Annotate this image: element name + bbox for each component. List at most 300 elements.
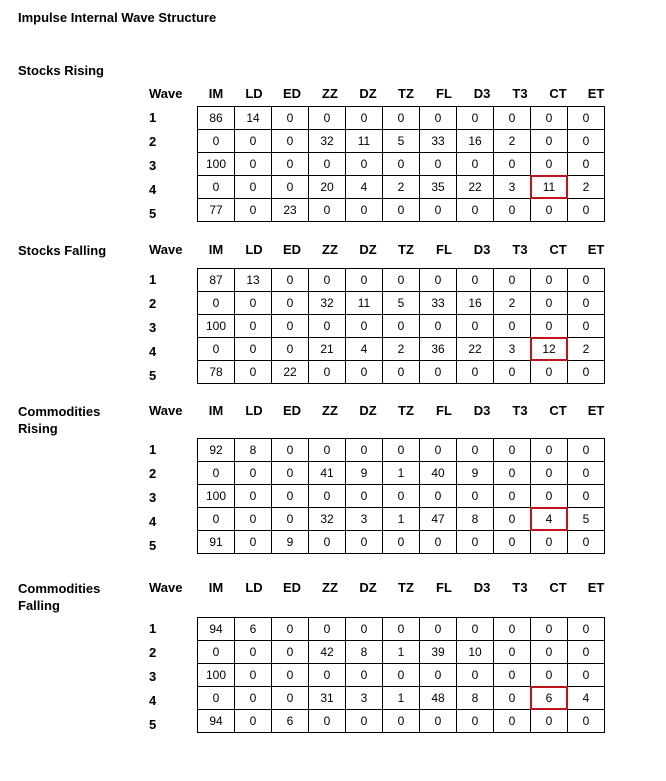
table-cell: 0 bbox=[235, 130, 272, 153]
wave-number: 3 bbox=[149, 158, 157, 173]
table-row bbox=[198, 710, 605, 733]
table-cell: 0 bbox=[272, 462, 309, 485]
column-header-zz: ZZ bbox=[322, 242, 338, 257]
table-cell: 0 bbox=[383, 153, 420, 176]
table-cell: 0 bbox=[568, 269, 605, 292]
table-cell: 0 bbox=[272, 315, 309, 338]
table-cell: 0 bbox=[272, 292, 309, 315]
table-cell: 0 bbox=[457, 485, 494, 508]
table-cell: 0 bbox=[494, 664, 531, 687]
column-header-zz: ZZ bbox=[322, 403, 338, 418]
table-cell: 0 bbox=[346, 361, 383, 384]
table-cell: 47 bbox=[420, 508, 457, 531]
table-row bbox=[198, 531, 605, 554]
table-cell: 0 bbox=[346, 531, 383, 554]
table-cell: 0 bbox=[531, 107, 568, 130]
table-cell: 0 bbox=[235, 315, 272, 338]
table-cell: 0 bbox=[309, 439, 346, 462]
table-row bbox=[198, 199, 605, 222]
column-header-fl: FL bbox=[436, 242, 452, 257]
table-cell: 0 bbox=[568, 641, 605, 664]
table-cell: 0 bbox=[198, 462, 235, 485]
table-cell: 0 bbox=[494, 641, 531, 664]
table-cell: 0 bbox=[531, 269, 568, 292]
table-row bbox=[198, 687, 605, 710]
column-header-d3: D3 bbox=[473, 403, 491, 418]
table-cell: 0 bbox=[531, 641, 568, 664]
table-cell: 16 bbox=[457, 130, 494, 153]
table-cell: 9 bbox=[346, 462, 383, 485]
table-cell: 0 bbox=[272, 130, 309, 153]
table-cell: 78 bbox=[198, 361, 235, 384]
table-cell: 0 bbox=[420, 315, 457, 338]
table-cell: 8 bbox=[346, 641, 383, 664]
table-cell: 0 bbox=[346, 439, 383, 462]
wave-number: 1 bbox=[149, 272, 157, 287]
table-cell: 0 bbox=[568, 439, 605, 462]
table-cell: 0 bbox=[383, 485, 420, 508]
table-cell: 100 bbox=[198, 485, 235, 508]
table-cell: 3 bbox=[346, 687, 383, 710]
highlighted-cell: 6 bbox=[531, 687, 568, 710]
table-row bbox=[198, 439, 605, 462]
table-cell: 0 bbox=[346, 199, 383, 222]
table-cell: 11 bbox=[346, 292, 383, 315]
table-cell: 0 bbox=[346, 107, 383, 130]
table-cell: 0 bbox=[420, 710, 457, 733]
table-cell: 0 bbox=[272, 664, 309, 687]
table-cell: 0 bbox=[235, 687, 272, 710]
table-cell: 0 bbox=[531, 462, 568, 485]
column-header-ld: LD bbox=[245, 242, 263, 257]
table-cell: 0 bbox=[309, 199, 346, 222]
table-cell: 5 bbox=[383, 130, 420, 153]
section-label: Stocks Falling bbox=[18, 243, 107, 258]
table-cell: 0 bbox=[198, 292, 235, 315]
table-cell: 0 bbox=[235, 361, 272, 384]
table-cell: 0 bbox=[457, 710, 494, 733]
table-cell: 0 bbox=[235, 176, 272, 199]
table-cell: 0 bbox=[531, 153, 568, 176]
column-header-dz: DZ bbox=[359, 403, 377, 418]
column-header-im: IM bbox=[208, 242, 224, 257]
column-header-et: ET bbox=[587, 242, 605, 257]
table-cell: 22 bbox=[457, 338, 494, 361]
table-cell: 0 bbox=[420, 485, 457, 508]
wave-number: 5 bbox=[149, 206, 157, 221]
table-cell: 33 bbox=[420, 292, 457, 315]
table-cell: 0 bbox=[568, 292, 605, 315]
table-cell: 0 bbox=[272, 485, 309, 508]
table-cell: 9 bbox=[457, 462, 494, 485]
table-cell: 0 bbox=[309, 618, 346, 641]
table-cell: 0 bbox=[198, 130, 235, 153]
column-header-t3: T3 bbox=[512, 86, 528, 101]
table-cell: 0 bbox=[420, 439, 457, 462]
table-cell: 0 bbox=[494, 531, 531, 554]
table-cell: 8 bbox=[235, 439, 272, 462]
section-label: Stocks Rising bbox=[18, 63, 104, 78]
wave-number: 5 bbox=[149, 538, 157, 553]
column-header-ed: ED bbox=[282, 580, 302, 595]
table-cell: 100 bbox=[198, 315, 235, 338]
column-header-d3: D3 bbox=[473, 86, 491, 101]
table-cell: 0 bbox=[235, 664, 272, 687]
table-cell: 32 bbox=[309, 508, 346, 531]
table-cell: 0 bbox=[198, 687, 235, 710]
table-cell: 0 bbox=[531, 361, 568, 384]
wave-number: 4 bbox=[149, 693, 157, 708]
table-cell: 0 bbox=[235, 531, 272, 554]
table-cell: 0 bbox=[494, 462, 531, 485]
table-cell: 0 bbox=[235, 508, 272, 531]
table-row bbox=[198, 176, 605, 199]
table-cell: 0 bbox=[383, 618, 420, 641]
column-header-et: ET bbox=[587, 403, 605, 418]
wave-number: 5 bbox=[149, 717, 157, 732]
table-cell: 0 bbox=[420, 199, 457, 222]
table-cell: 0 bbox=[346, 664, 383, 687]
table-cell: 0 bbox=[531, 485, 568, 508]
wave-number: 3 bbox=[149, 490, 157, 505]
table-row bbox=[198, 130, 605, 153]
table-cell: 0 bbox=[531, 315, 568, 338]
column-header-dz: DZ bbox=[359, 86, 377, 101]
column-header-fl: FL bbox=[436, 403, 452, 418]
column-header-tz: TZ bbox=[398, 403, 414, 418]
wave-number: 1 bbox=[149, 442, 157, 457]
table-cell: 0 bbox=[457, 153, 494, 176]
table-cell: 48 bbox=[420, 687, 457, 710]
table-cell: 0 bbox=[383, 269, 420, 292]
column-header-im: IM bbox=[208, 86, 224, 101]
wave-number: 1 bbox=[149, 621, 157, 636]
table-cell: 0 bbox=[309, 153, 346, 176]
table-cell: 100 bbox=[198, 153, 235, 176]
table-cell: 0 bbox=[272, 269, 309, 292]
table-cell: 0 bbox=[568, 130, 605, 153]
table-cell: 0 bbox=[568, 664, 605, 687]
column-header-et: ET bbox=[587, 86, 605, 101]
table-cell: 0 bbox=[568, 199, 605, 222]
table-cell: 21 bbox=[309, 338, 346, 361]
table-cell: 2 bbox=[383, 176, 420, 199]
table-cell: 2 bbox=[568, 176, 605, 199]
table-cell: 0 bbox=[568, 531, 605, 554]
column-header-ct: CT bbox=[549, 242, 567, 257]
column-header-tz: TZ bbox=[398, 242, 414, 257]
table-cell: 0 bbox=[235, 153, 272, 176]
table-cell: 0 bbox=[272, 338, 309, 361]
table-cell: 94 bbox=[198, 618, 235, 641]
column-header-ed: ED bbox=[282, 403, 302, 418]
table-cell: 0 bbox=[420, 107, 457, 130]
table-row bbox=[198, 292, 605, 315]
table-cell: 0 bbox=[235, 485, 272, 508]
table-row bbox=[198, 462, 605, 485]
column-header-dz: DZ bbox=[359, 242, 377, 257]
table-cell: 0 bbox=[531, 618, 568, 641]
wave-table bbox=[197, 106, 605, 222]
table-cell: 1 bbox=[383, 508, 420, 531]
table-cell: 0 bbox=[494, 710, 531, 733]
table-cell: 0 bbox=[457, 439, 494, 462]
table-cell: 2 bbox=[494, 130, 531, 153]
table-cell: 0 bbox=[457, 199, 494, 222]
column-header-tz: TZ bbox=[398, 86, 414, 101]
wave-number: 4 bbox=[149, 514, 157, 529]
table-cell: 22 bbox=[457, 176, 494, 199]
wave-number: 2 bbox=[149, 296, 157, 311]
table-cell: 0 bbox=[383, 361, 420, 384]
table-cell: 0 bbox=[457, 361, 494, 384]
wave-number: 4 bbox=[149, 344, 157, 359]
wave-number: 2 bbox=[149, 645, 157, 660]
table-cell: 0 bbox=[494, 508, 531, 531]
table-cell: 0 bbox=[309, 269, 346, 292]
column-header-ld: LD bbox=[245, 580, 263, 595]
table-cell: 0 bbox=[235, 641, 272, 664]
wave-number: 2 bbox=[149, 466, 157, 481]
table-cell: 0 bbox=[309, 315, 346, 338]
column-header-im: IM bbox=[208, 403, 224, 418]
table-row bbox=[198, 618, 605, 641]
column-header-im: IM bbox=[208, 580, 224, 595]
table-cell: 8 bbox=[457, 687, 494, 710]
table-cell: 0 bbox=[568, 153, 605, 176]
column-header-fl: FL bbox=[436, 580, 452, 595]
table-cell: 2 bbox=[383, 338, 420, 361]
wave-header: Wave bbox=[149, 242, 183, 257]
highlighted-cell: 11 bbox=[531, 176, 568, 199]
wave-number: 5 bbox=[149, 368, 157, 383]
column-header-t3: T3 bbox=[512, 403, 528, 418]
table-cell: 0 bbox=[457, 107, 494, 130]
table-cell: 2 bbox=[568, 338, 605, 361]
table-cell: 0 bbox=[198, 176, 235, 199]
table-cell: 36 bbox=[420, 338, 457, 361]
table-cell: 0 bbox=[494, 315, 531, 338]
table-cell: 14 bbox=[235, 107, 272, 130]
table-cell: 0 bbox=[494, 199, 531, 222]
table-cell: 0 bbox=[457, 618, 494, 641]
table-cell: 0 bbox=[568, 710, 605, 733]
table-cell: 0 bbox=[309, 531, 346, 554]
table-cell: 0 bbox=[383, 710, 420, 733]
section-label: Commodities Falling bbox=[18, 581, 101, 613]
column-header-ld: LD bbox=[245, 86, 263, 101]
table-cell: 0 bbox=[420, 361, 457, 384]
table-cell: 4 bbox=[568, 687, 605, 710]
table-row bbox=[198, 361, 605, 384]
table-cell: 0 bbox=[235, 710, 272, 733]
wave-table bbox=[197, 438, 605, 554]
table-cell: 10 bbox=[457, 641, 494, 664]
table-cell: 0 bbox=[568, 361, 605, 384]
table-cell: 0 bbox=[346, 269, 383, 292]
highlighted-cell: 12 bbox=[531, 338, 568, 361]
column-header-zz: ZZ bbox=[322, 86, 338, 101]
wave-header: Wave bbox=[149, 86, 183, 101]
table-cell: 0 bbox=[457, 269, 494, 292]
table-cell: 92 bbox=[198, 439, 235, 462]
table-cell: 33 bbox=[420, 130, 457, 153]
table-row bbox=[198, 269, 605, 292]
table-cell: 0 bbox=[198, 641, 235, 664]
table-cell: 5 bbox=[568, 508, 605, 531]
table-cell: 86 bbox=[198, 107, 235, 130]
table-cell: 0 bbox=[420, 153, 457, 176]
table-cell: 0 bbox=[420, 664, 457, 687]
table-cell: 0 bbox=[346, 315, 383, 338]
table-cell: 6 bbox=[272, 710, 309, 733]
table-row bbox=[198, 485, 605, 508]
table-cell: 2 bbox=[494, 292, 531, 315]
column-header-et: ET bbox=[587, 580, 605, 595]
table-cell: 0 bbox=[531, 130, 568, 153]
table-cell: 8 bbox=[457, 508, 494, 531]
table-row bbox=[198, 338, 605, 361]
table-cell: 0 bbox=[494, 485, 531, 508]
table-cell: 0 bbox=[272, 107, 309, 130]
table-cell: 16 bbox=[457, 292, 494, 315]
table-cell: 0 bbox=[568, 618, 605, 641]
column-header-ed: ED bbox=[282, 242, 302, 257]
table-row bbox=[198, 508, 605, 531]
wave-number: 1 bbox=[149, 110, 157, 125]
table-row bbox=[198, 107, 605, 130]
table-cell: 32 bbox=[309, 130, 346, 153]
table-cell: 0 bbox=[531, 664, 568, 687]
table-cell: 0 bbox=[568, 462, 605, 485]
table-cell: 11 bbox=[346, 130, 383, 153]
table-cell: 0 bbox=[420, 269, 457, 292]
wave-number: 3 bbox=[149, 320, 157, 335]
table-cell: 0 bbox=[272, 153, 309, 176]
table-cell: 3 bbox=[346, 508, 383, 531]
table-cell: 0 bbox=[235, 199, 272, 222]
wave-table bbox=[197, 268, 605, 384]
table-cell: 6 bbox=[235, 618, 272, 641]
page-title: Impulse Internal Wave Structure bbox=[18, 10, 217, 25]
table-cell: 0 bbox=[198, 338, 235, 361]
column-header-d3: D3 bbox=[473, 242, 491, 257]
column-header-t3: T3 bbox=[512, 242, 528, 257]
table-cell: 0 bbox=[420, 531, 457, 554]
column-header-ld: LD bbox=[245, 403, 263, 418]
table-cell: 94 bbox=[198, 710, 235, 733]
table-cell: 1 bbox=[383, 687, 420, 710]
table-row bbox=[198, 153, 605, 176]
table-cell: 0 bbox=[531, 199, 568, 222]
table-cell: 0 bbox=[531, 439, 568, 462]
column-header-ct: CT bbox=[549, 580, 567, 595]
column-header-fl: FL bbox=[436, 86, 452, 101]
table-cell: 0 bbox=[420, 618, 457, 641]
table-cell: 39 bbox=[420, 641, 457, 664]
table-cell: 0 bbox=[235, 292, 272, 315]
table-cell: 0 bbox=[198, 508, 235, 531]
table-row bbox=[198, 664, 605, 687]
table-cell: 0 bbox=[531, 710, 568, 733]
table-cell: 0 bbox=[309, 710, 346, 733]
wave-table bbox=[197, 617, 605, 733]
wave-header: Wave bbox=[149, 403, 183, 418]
table-cell: 0 bbox=[531, 292, 568, 315]
table-cell: 0 bbox=[309, 664, 346, 687]
table-cell: 0 bbox=[494, 618, 531, 641]
column-header-d3: D3 bbox=[473, 580, 491, 595]
column-header-ct: CT bbox=[549, 86, 567, 101]
table-cell: 5 bbox=[383, 292, 420, 315]
table-cell: 0 bbox=[272, 176, 309, 199]
table-cell: 0 bbox=[494, 687, 531, 710]
table-cell: 0 bbox=[383, 315, 420, 338]
table-cell: 0 bbox=[494, 153, 531, 176]
table-cell: 0 bbox=[383, 199, 420, 222]
table-cell: 0 bbox=[272, 641, 309, 664]
table-cell: 0 bbox=[346, 618, 383, 641]
table-cell: 40 bbox=[420, 462, 457, 485]
table-cell: 23 bbox=[272, 199, 309, 222]
table-cell: 0 bbox=[235, 338, 272, 361]
table-row bbox=[198, 641, 605, 664]
table-cell: 0 bbox=[272, 618, 309, 641]
column-header-ed: ED bbox=[282, 86, 302, 101]
table-cell: 0 bbox=[494, 269, 531, 292]
highlighted-cell: 4 bbox=[531, 508, 568, 531]
table-cell: 0 bbox=[568, 315, 605, 338]
table-cell: 13 bbox=[235, 269, 272, 292]
table-cell: 0 bbox=[494, 107, 531, 130]
section-label: Commodities Rising bbox=[18, 404, 101, 436]
table-cell: 4 bbox=[346, 176, 383, 199]
table-cell: 0 bbox=[383, 107, 420, 130]
table-cell: 22 bbox=[272, 361, 309, 384]
table-cell: 0 bbox=[568, 485, 605, 508]
table-cell: 35 bbox=[420, 176, 457, 199]
table-cell: 0 bbox=[383, 439, 420, 462]
table-cell: 20 bbox=[309, 176, 346, 199]
table-cell: 0 bbox=[346, 710, 383, 733]
table-cell: 0 bbox=[494, 439, 531, 462]
table-cell: 9 bbox=[272, 531, 309, 554]
table-row bbox=[198, 315, 605, 338]
table-cell: 0 bbox=[457, 315, 494, 338]
wave-header: Wave bbox=[149, 580, 183, 595]
table-cell: 42 bbox=[309, 641, 346, 664]
table-cell: 31 bbox=[309, 687, 346, 710]
table-cell: 0 bbox=[272, 508, 309, 531]
table-cell: 87 bbox=[198, 269, 235, 292]
table-cell: 0 bbox=[309, 485, 346, 508]
table-cell: 0 bbox=[346, 153, 383, 176]
column-header-zz: ZZ bbox=[322, 580, 338, 595]
table-cell: 1 bbox=[383, 462, 420, 485]
wave-number: 4 bbox=[149, 182, 157, 197]
column-header-ct: CT bbox=[549, 403, 567, 418]
table-cell: 0 bbox=[383, 531, 420, 554]
wave-number: 2 bbox=[149, 134, 157, 149]
table-cell: 4 bbox=[346, 338, 383, 361]
table-cell: 0 bbox=[346, 485, 383, 508]
table-cell: 0 bbox=[309, 361, 346, 384]
table-cell: 91 bbox=[198, 531, 235, 554]
column-header-tz: TZ bbox=[398, 580, 414, 595]
table-cell: 0 bbox=[272, 687, 309, 710]
table-cell: 0 bbox=[457, 664, 494, 687]
table-cell: 0 bbox=[568, 107, 605, 130]
